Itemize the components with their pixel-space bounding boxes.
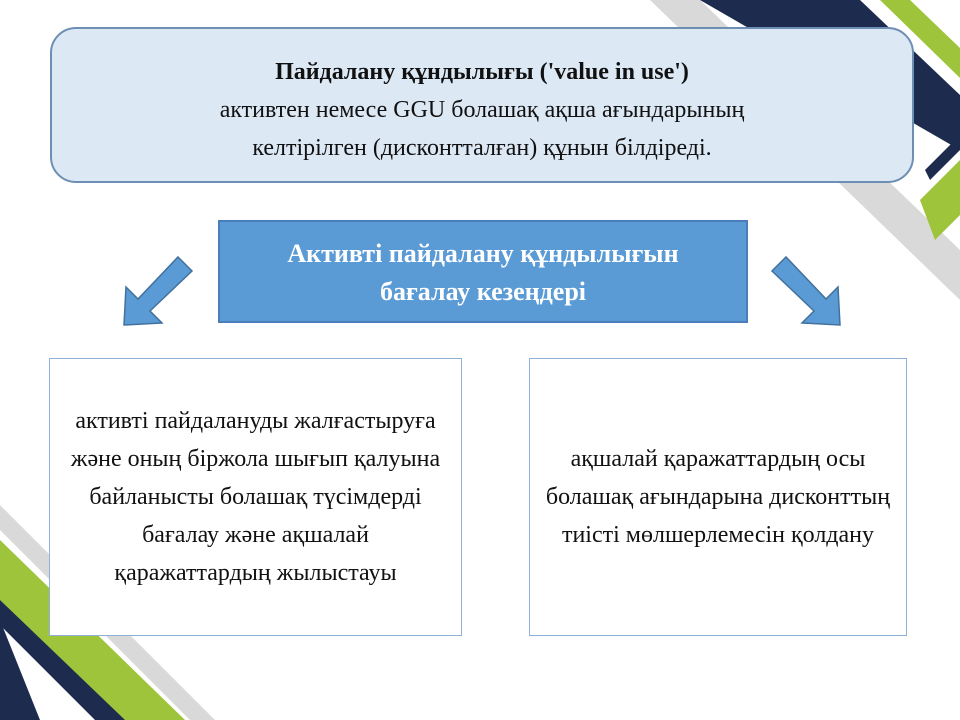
stages-heading-line-1: Активті пайдалану құндылығын bbox=[287, 239, 679, 268]
definition-line-1: активтен немесе GGU болашақ ақша ағындарының bbox=[219, 97, 745, 123]
definition-box bbox=[50, 27, 914, 183]
stage-1-text: активті пайдалануды жалғастыруға және оның біржола шығып қалуына байланысты болашақ түсімдерді бағалау және ақшалай қаражаттардың жылыстауы bbox=[70, 408, 441, 586]
definition-title: Пайдалану құндылығы ('value in use') bbox=[275, 59, 689, 85]
stages-heading-box bbox=[218, 220, 748, 323]
arrow-down-right-icon bbox=[768, 253, 848, 329]
stage-1-box bbox=[49, 358, 462, 636]
stage-2-text: ақшалай қаражаттардың осы болашақ ағындарына дисконттың тиісті мөлшерлемесін қолдану bbox=[545, 446, 891, 548]
arrow-down-left-icon bbox=[116, 253, 196, 329]
stage-2-box bbox=[529, 358, 907, 636]
definition-line-2: келтірілген (дисконтталған) құнын білдіреді. bbox=[252, 135, 712, 161]
stages-heading-line-2: бағалау кезеңдері bbox=[379, 277, 587, 306]
